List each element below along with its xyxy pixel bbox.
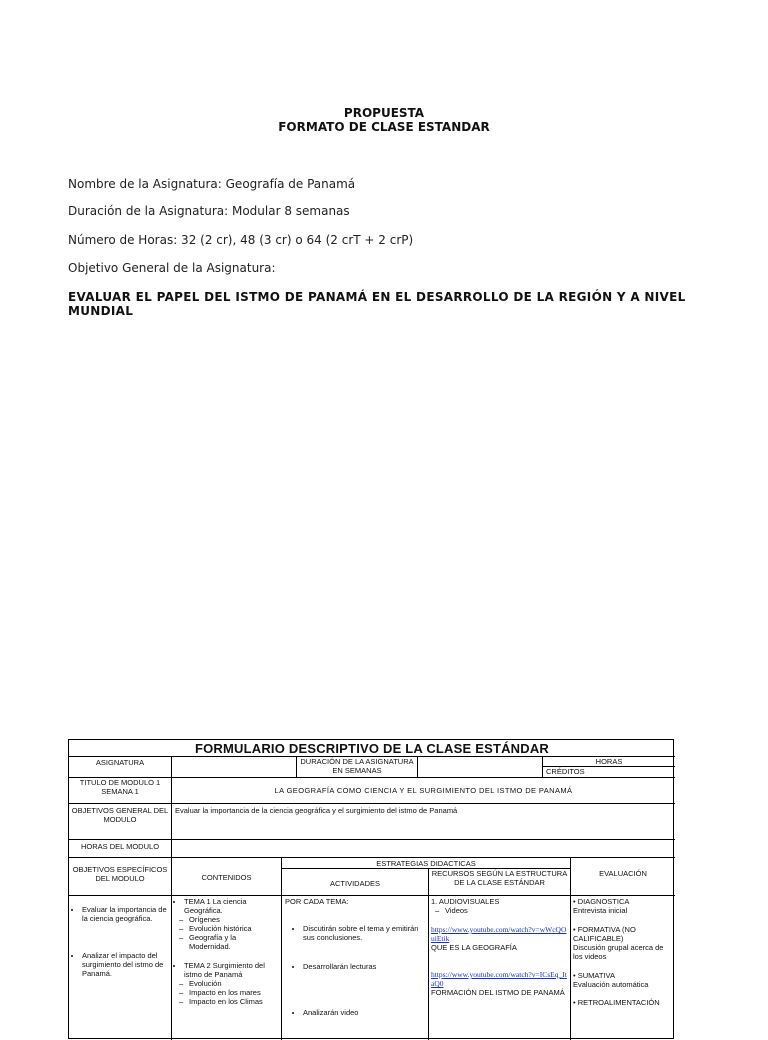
- form-title: FORMULARIO DESCRIPTIVO DE LA CLASE ESTÁNDAR: [194, 741, 550, 756]
- recursos-head: 1. AUDIOVISUALES: [431, 897, 500, 906]
- actividades-intro: POR CADA TEMA:: [285, 897, 349, 906]
- subject-hours: Número de Horas: 32 (2 cr), 48 (3 cr) o 64 (2 crT + 2 crP): [68, 233, 414, 247]
- tema-1-item: – Geografía y la Modernidad.: [189, 933, 279, 951]
- header-line-1: PROPUESTA: [343, 106, 425, 120]
- recursos-sub: – Videos: [445, 906, 569, 915]
- video-link-2[interactable]: https://www.youtube.com/watch?v=ICsEq_ItaQ0: [431, 970, 567, 988]
- col-estrategias-header: ESTRATEGIAS DIDACTICAS: [376, 859, 476, 868]
- eval-formativa: FORMATIVA (NO CALIFICABLE): [573, 925, 636, 943]
- video-title-2: FORMACIÓN DEL ISTMO DE PANAMÁ: [431, 988, 565, 997]
- actividad-item: • Discutirán sobre el tema y emitirán sus conclusiones.: [303, 924, 425, 942]
- tema-1: • TEMA 1 La ciencia Geográfica.: [184, 897, 279, 915]
- evaluacion-cell: • DIAGNOSTICA Entrevista inicial • FORMATIVA (NO CALIFICABLE) Discusión grupal acerca de los videos • SUMATIVA Evaluación automática • RETROALIMENTACIÓN: [573, 897, 673, 1007]
- titulo-modulo-label: TITULO DE MODULO 1 SEMANA 1: [79, 778, 161, 796]
- actividades-cell: [285, 897, 425, 1017]
- recursos-cell: [431, 897, 569, 997]
- actividad-item: • Desarrollarán lecturas: [303, 962, 425, 971]
- col-actividades-header: ACTIVIDADES: [329, 879, 380, 888]
- asignatura-label: ASIGNATURA: [95, 758, 145, 767]
- subject-name: Nombre de la Asignatura: Geografía de Panamá: [68, 177, 356, 191]
- col-evaluacion-header: EVALUACIÓN: [599, 869, 647, 878]
- tema-1-item: – Evolución histórica: [189, 924, 279, 933]
- contenidos-cell: [175, 897, 279, 1006]
- eval-diagnostica-text: Entrevista inicial: [573, 906, 628, 915]
- eval-retroalimentacion: RETROALIMENTACIÓN: [577, 998, 660, 1007]
- eval-diagnostica: DIAGNOSTICA: [577, 897, 630, 906]
- creditos-label: CRÉDITOS: [546, 767, 585, 776]
- subject-duration: Duración de la Asignatura: Modular 8 semanas: [68, 204, 350, 218]
- eval-formativa-text: Discusión grupal acerca de los videos: [573, 943, 664, 961]
- tema-2-item: – Impacto en los mares: [189, 988, 279, 997]
- document-header: [0, 106, 768, 134]
- video-link-1[interactable]: https://www.youtube.com/watch?v=wWcQOuiEtik: [431, 925, 567, 943]
- class-form-table: [68, 739, 674, 1039]
- header-line-2: FORMATO DE CLASE ESTANDAR: [278, 120, 490, 134]
- horas-label: HORAS: [595, 757, 623, 766]
- horas-modulo-label: HORAS DEL MODULO: [80, 842, 160, 851]
- eval-sumativa-text: Evaluación automática: [573, 980, 649, 989]
- general-objective-label: Objetivo General de la Asignatura:: [68, 261, 276, 275]
- eval-sumativa: SUMATIVA: [577, 971, 615, 980]
- col-contenidos-header: CONTENIDOS: [201, 873, 252, 882]
- video-title-1: QUE ES LA GEOGRAFÍA: [431, 943, 517, 952]
- tema-2: • TEMA 2 Surgimiento del istmo de Panamá: [184, 961, 279, 979]
- objetivo-item: • Analizar el impacto del surgimiento del istmo de Panamá.: [82, 951, 169, 978]
- objetivos-general-label: OBJETIVOS GENERAL DEL MODULO: [71, 806, 169, 824]
- titulo-modulo-value: LA GEOGRAFÍA COMO CIENCIA Y EL SURGIMIENTO DEL ISTMO DE PANAMÁ: [274, 786, 573, 795]
- tema-1-item: – Orígenes: [189, 915, 279, 924]
- actividad-item: • Analizarán video: [303, 1008, 425, 1017]
- objetivos-especificos-cell: [73, 905, 169, 978]
- col-objetivos-header: OBJETIVOS ESPECÍFICOS DEL MODULO: [72, 865, 168, 883]
- general-objective: EVALUAR EL PAPEL DEL ISTMO DE PANAMÁ EN EL DESARROLLO DE LA REGIÓN Y A NIVEL MUNDIAL: [68, 290, 686, 318]
- objetivos-general-value: Evaluar la importancia de la ciencia geográfica y el surgimiento del istmo de Panamá: [175, 806, 458, 815]
- tema-2-item: – Impacto en los Climas: [189, 997, 279, 1006]
- col-recursos-header: RECURSOS SEGÚN LA ESTRUCTURA DE LA CLASE ESTÁNDAR: [431, 869, 568, 887]
- tema-2-item: – Evolución: [189, 979, 279, 988]
- objetivo-item: • Evaluar la importancia de la ciencia geográfica.: [82, 905, 169, 923]
- duracion-label: DURACIÓN DE LA ASIGNATURA EN SEMANAS: [300, 757, 414, 775]
